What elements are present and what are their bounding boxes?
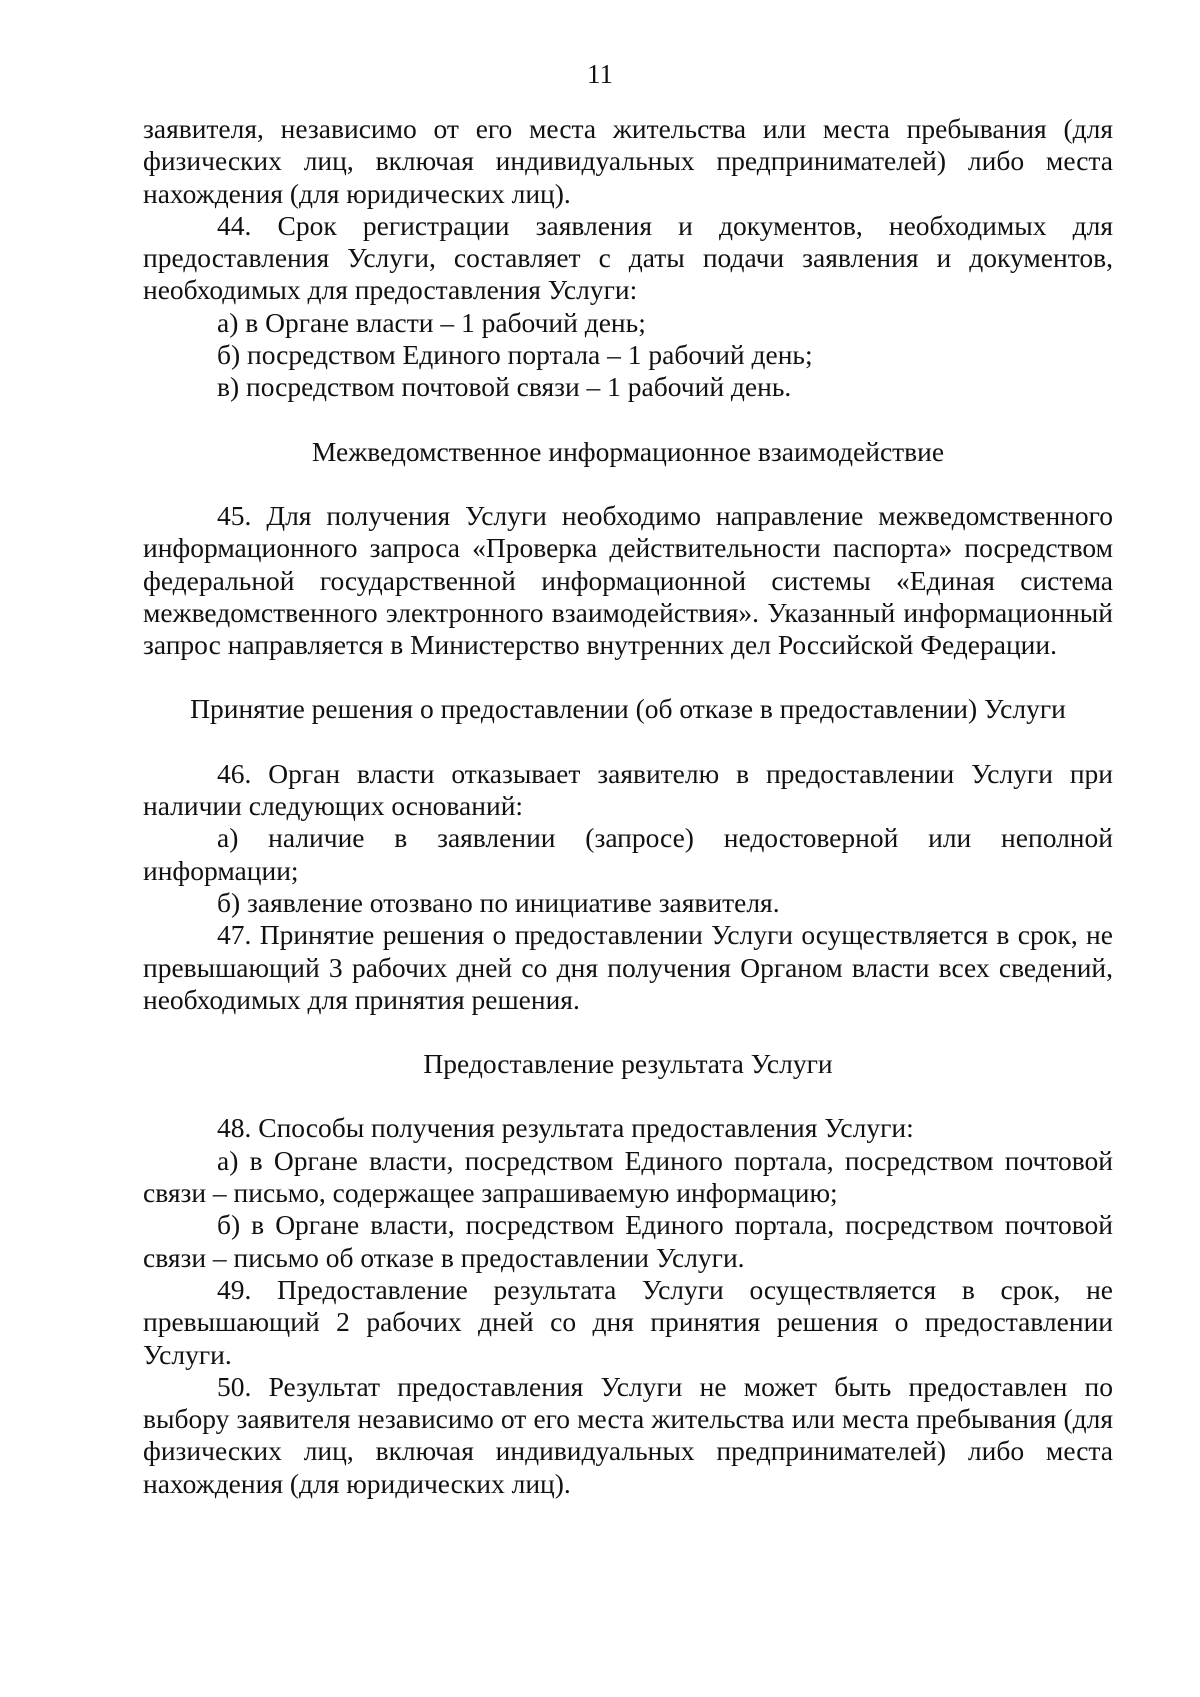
list-item-44c: в) посредством почтовой связи – 1 рабочий день. (217, 371, 792, 403)
list-item-46b: б) заявление отозвано по инициативе заявителя. (217, 886, 780, 918)
list-item-48a: а) в Органе власти, посредством Единого портала, посредством почтовой связи – письмо, содержащее запрашиваемую информацию; (143, 1144, 1113, 1209)
list-item-44b: б) посредством Единого портала – 1 рабочий день; (217, 339, 813, 371)
paragraph-49: 49. Предоставление результата Услуги осуществляется в срок, не превышающий 2 рабочих дней со дня принятия решения о предоставлении Услуги. (143, 1273, 1113, 1370)
paragraph-47: 47. Принятие решения о предоставлении Услуги осуществляется в срок, не превышающий 3 рабочих дней со дня получения Органом власти всех сведений, необходимых для принятия решения. (143, 919, 1113, 1015)
section-heading-decision: Принятие решения о предоставлении (об отказе в предоставлении) Услуги (190, 693, 1066, 725)
paragraph-46: 46. Орган власти отказывает заявителю в предоставлении Услуги при наличии следующих оснований: (143, 757, 1113, 822)
paragraph-50: 50. Результат предоставления Услуги не может быть предоставлен по выбору заявителя независимо от его места жительства или места пребывания (для физических лиц, включая индивидуальных предпринимателей) либо места нахождения (для юридических лиц). (143, 1370, 1113, 1499)
paragraph-45: 45. Для получения Услуги необходимо направление межведомственного информационного запроса «Проверка действительности паспорта» посредством федеральной государственной информационной системы «Единая система межведомственного электронного взаимодействия». Указанный информационный запрос направляется в Министерство внутренних дел Российской Федерации. (143, 499, 1113, 661)
section-heading-result: Предоставление результата Услуги (423, 1048, 833, 1080)
list-item-46a: а) наличие в заявлении (запросе) недостоверной или неполной информации; (143, 822, 1113, 886)
list-item-44a: а) в Органе власти – 1 рабочий день; (217, 306, 646, 338)
document-body (143, 113, 1113, 1500)
section-heading-interagency: Межведомственное информационное взаимодействие (311, 435, 945, 467)
list-item-48b: б) в Органе власти, посредством Единого портала, посредством почтовой связи – письмо об отказе в предоставлении Услуги. (143, 1209, 1113, 1273)
page-number: 11 (587, 59, 613, 89)
paragraph-continuation: заявителя, независимо от его места жительства или места пребывания (для физических лиц, включая индивидуальных предпринимателей) либо места нахождения (для юридических лиц). (143, 113, 1113, 209)
paragraph-44: 44. Срок регистрации заявления и документов, необходимых для предоставления Услуги, составляет с даты подачи заявления и документов, необходимых для предоставления Услуги: (143, 209, 1113, 306)
paragraph-48: 48. Способы получения результата предоставления Услуги: (217, 1112, 914, 1144)
